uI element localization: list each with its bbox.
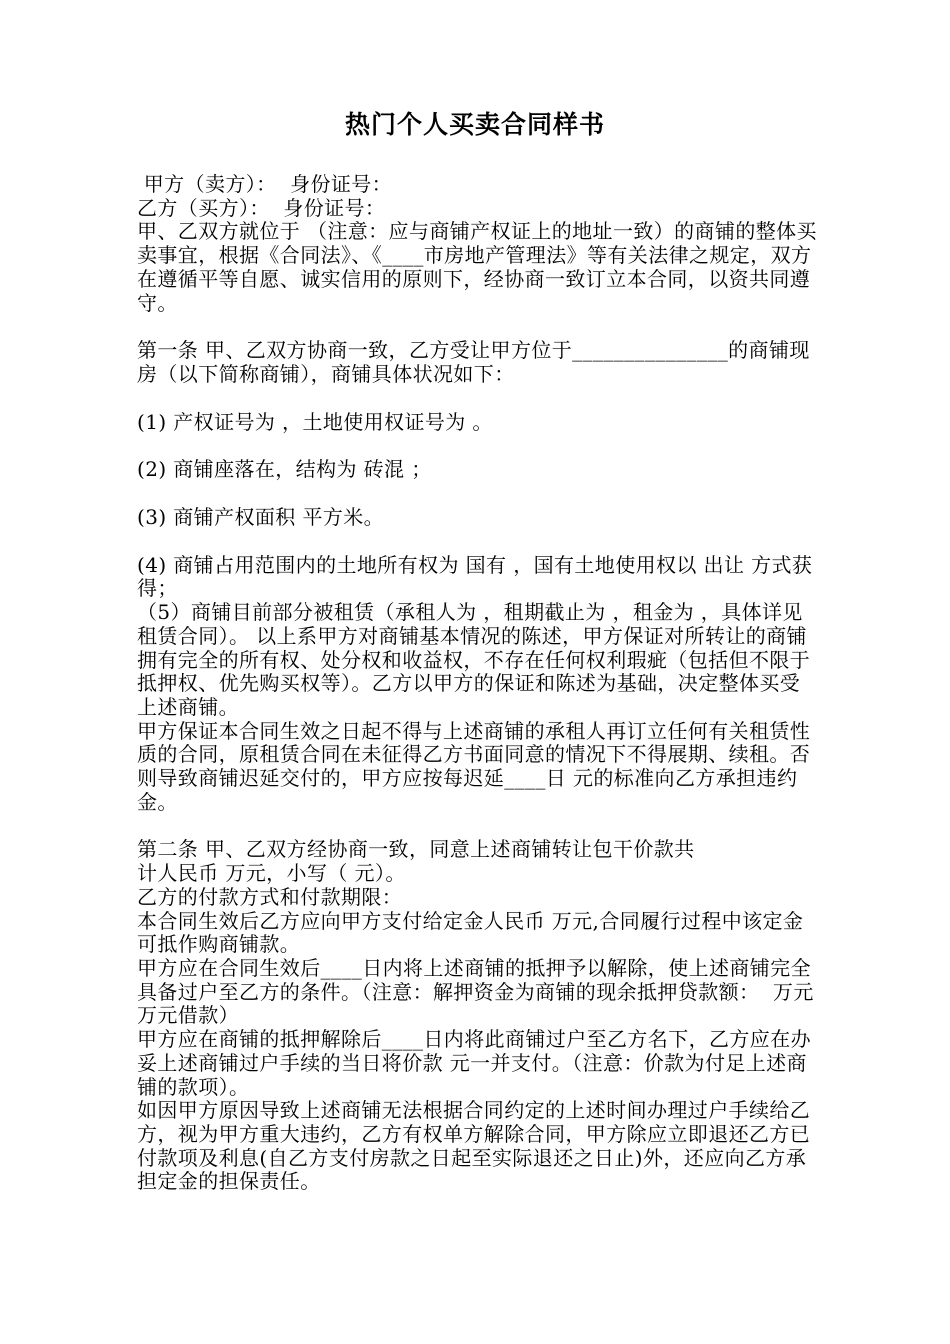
paragraph-preamble: 甲、乙双方就位于 （注意：应与商铺产权证上的地址一致）的商铺的整体买卖事宜，根据《合同法》、《____市房地产管理法》等有关法律之规定，双方在遵循平等自愿、诚实信用的原则下，经协商一致订立本合同，以资共同遵守。 <box>137 219 817 315</box>
document-body <box>137 172 821 1194</box>
document-title: 热门个人买卖合同样书 <box>344 110 605 139</box>
paragraph-mortgage-release: 甲方应在合同生效后____日内将上述商铺的抵押予以解除，使上述商铺完全具备过户至乙方的条件。（注意：解押资金为商铺的现余抵押贷款额： 万元 万元借款） <box>137 955 821 1028</box>
paragraph-item-5: （5）商铺目前部分被租赁（承租人为 ，租期截止为 ，租金为 ，具体详见租赁合同）。 以上系甲方对商铺基本情况的陈述，甲方保证对所转让的商铺拥有完全的所有权、处分权和收益权，不存在任何权利瑕疵（包括但不限于抵押权、优先购买权等）。乙方以甲方的保证和陈述为基础，决定整体买受上述商铺。 <box>137 600 811 719</box>
paragraph-party-b: 乙方（买方）： 身份证号： <box>137 195 386 220</box>
paragraph-article-2: 第二条 甲、乙双方经协商一致，同意上述商铺转让包干价款共 计人民币 万元，小写（ 元）。 <box>137 837 695 886</box>
paragraph-breach: 如因甲方原因导致上述商铺无法根据合同约定的上述时间办理过户手续给乙方，视为甲方重大违约，乙方有权单方解除合同，甲方除应立即退还乙方已付款项及利息(自乙方支付房款之日起至实际退还之日止)外，还应向乙方承担定金的担保责任。 <box>137 1098 811 1194</box>
paragraph-party-a: 甲方（卖方）： 身份证号： <box>137 172 393 196</box>
paragraph-article-1: 第一条 甲、乙双方协商一致，乙方受让甲方位于_______________的商铺现房（以下简称商铺），商铺具体状况如下： <box>137 338 810 386</box>
paragraph-item-2: (2) 商铺座落在，结构为 砖混 ； <box>137 457 432 482</box>
paragraph-item-4: (4) 商铺占用范围内的土地所有权为 国有 ，国有土地使用权以 出让 方式获得； <box>137 552 813 601</box>
paragraph-item-3: (3) 商铺产权面积 平方米。 <box>137 505 385 530</box>
paragraph-lease-guarantee: 甲方保证本合同生效之日起不得与上述商铺的承租人再订立任何有关租赁性质的合同，原租赁合同在未征得乙方书面同意的情况下不得展期、续租。否则导致商铺迟延交付的，甲方应按每迟延____日 元的标准向乙方承担违约金。 <box>137 718 811 814</box>
paragraph-item-1: (1) 产权证号为 ，土地使用权证号为 。 <box>137 409 493 434</box>
paragraph-payment-terms: 乙方的付款方式和付款期限： <box>137 884 403 909</box>
paragraph-deposit: 本合同生效后乙方应向甲方支付给定金人民币 万元,合同履行过程中该定金可抵作购商铺款。 <box>137 908 804 957</box>
paragraph-transfer: 甲方应在商铺的抵押解除后____日内将此商铺过户至乙方名下，乙方应在办妥上述商铺过户手续的当日将价款 元一并支付。（注意：价款为付足上述商铺的款项）。 <box>137 1027 811 1099</box>
